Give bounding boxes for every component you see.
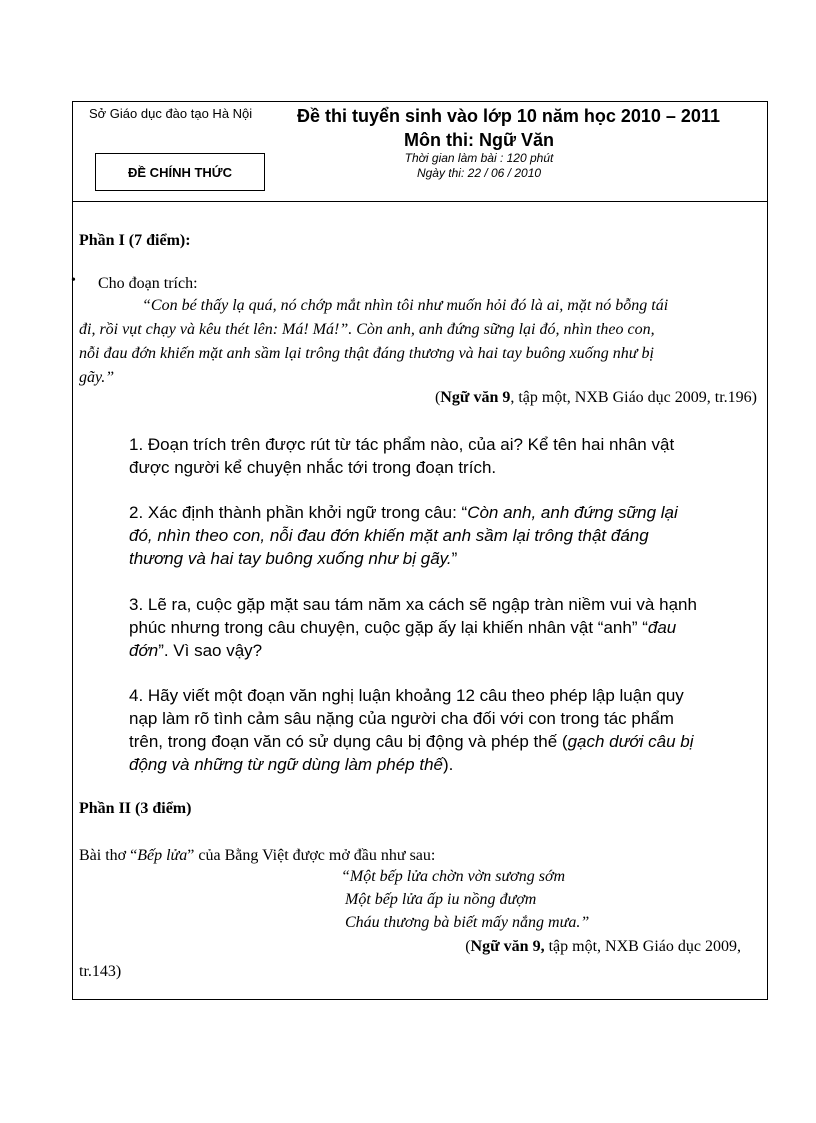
poem-line: Một bếp lửa ấp iu nồng đượm bbox=[345, 891, 537, 908]
official-label: ĐỀ CHÍNH THỨC bbox=[128, 164, 232, 180]
question-4: 4. Hãy viết một đoạn văn nghị luận khoảng 12 câu theo phép lập luận quy nạp làm rõ tình cảm sâu nặng của người cha đối với con trong tác phẩm trên, trong đoạn văn có sử dụng câu bị động và phép thế (gạch dưới câu bị động và những từ ngữ dùng làm phép thế). bbox=[129, 686, 694, 774]
exam-date: Ngày thi: 22 / 06 / 2010 bbox=[416, 166, 542, 180]
header-divider bbox=[73, 201, 767, 202]
excerpt-line: nỗi đau đớn khiến mặt anh sầm lại trông thật đáng thương và hai tay buông xuống như bị bbox=[79, 345, 654, 362]
exam-title: Đề thi tuyển sinh vào lớp 10 năm học 2010 – 2011 bbox=[297, 106, 720, 126]
excerpt-source: (Ngữ văn 9, tập một, NXB Giáo dục 2009, tr.196) bbox=[434, 389, 757, 406]
part1-intro: Cho đoạn trích: bbox=[98, 275, 198, 292]
question-1: 1. Đoạn trích trên được rút từ tác phẩm nào, của ai? Kể tên hai nhân vật được người kể chuyện nhắc tới trong đoạn trích. bbox=[129, 435, 675, 477]
excerpt-line: gãy.” bbox=[79, 369, 115, 386]
part2-intro: Bài thơ “Bếp lửa” của Bằng Việt được mở đầu như sau: bbox=[79, 847, 436, 864]
part2-heading: Phần II (3 điểm) bbox=[79, 800, 192, 817]
department-name: Sở Giáo dục đào tạo Hà Nội bbox=[89, 106, 253, 121]
poem-line: “Một bếp lửa chờn vờn sương sớm bbox=[341, 868, 566, 885]
excerpt-line: đi, rồi vụt chạy và kêu thét lên: Má! Má!”. Còn anh, anh đứng sững lại đó, nhìn theo con, bbox=[79, 321, 655, 338]
part1-heading: Phần I (7 điểm): bbox=[79, 232, 191, 249]
excerpt-line: “Con bé thấy lạ quá, nó chớp mắt nhìn tôi như muốn hỏi đó là ai, mặt nó bỗng tái bbox=[142, 297, 669, 314]
list-bullet: • bbox=[71, 273, 76, 288]
poem-source: (Ngữ văn 9, tập một, NXB Giáo dục 2009, bbox=[465, 938, 741, 955]
poem-line: Cháu thương bà biết mấy nắng mưa.” bbox=[345, 914, 590, 931]
time-allowed: Thời gian làm bài : 120 phút bbox=[404, 151, 554, 165]
question-3: 3. Lẽ ra, cuộc gặp mặt sau tám năm xa cách sẽ ngập tràn niềm vui và hạnh phúc nhưng trong câu chuyện, cuộc gặp ấy lại khiến nhân vật “anh” “đau đớn”. Vì sao vậy? bbox=[129, 595, 697, 660]
question-2: 2. Xác định thành phần khởi ngữ trong câu: “Còn anh, anh đứng sững lại đó, nhìn theo con, nỗi đau đớn khiến mặt anh sầm lại trông thật đáng thương và hai tay buông xuống như bị gãy.” bbox=[129, 503, 678, 568]
poem-source-continued: tr.143) bbox=[79, 963, 122, 980]
exam-subject: Môn thi: Ngữ Văn bbox=[403, 130, 554, 150]
exam-frame bbox=[72, 101, 768, 1000]
